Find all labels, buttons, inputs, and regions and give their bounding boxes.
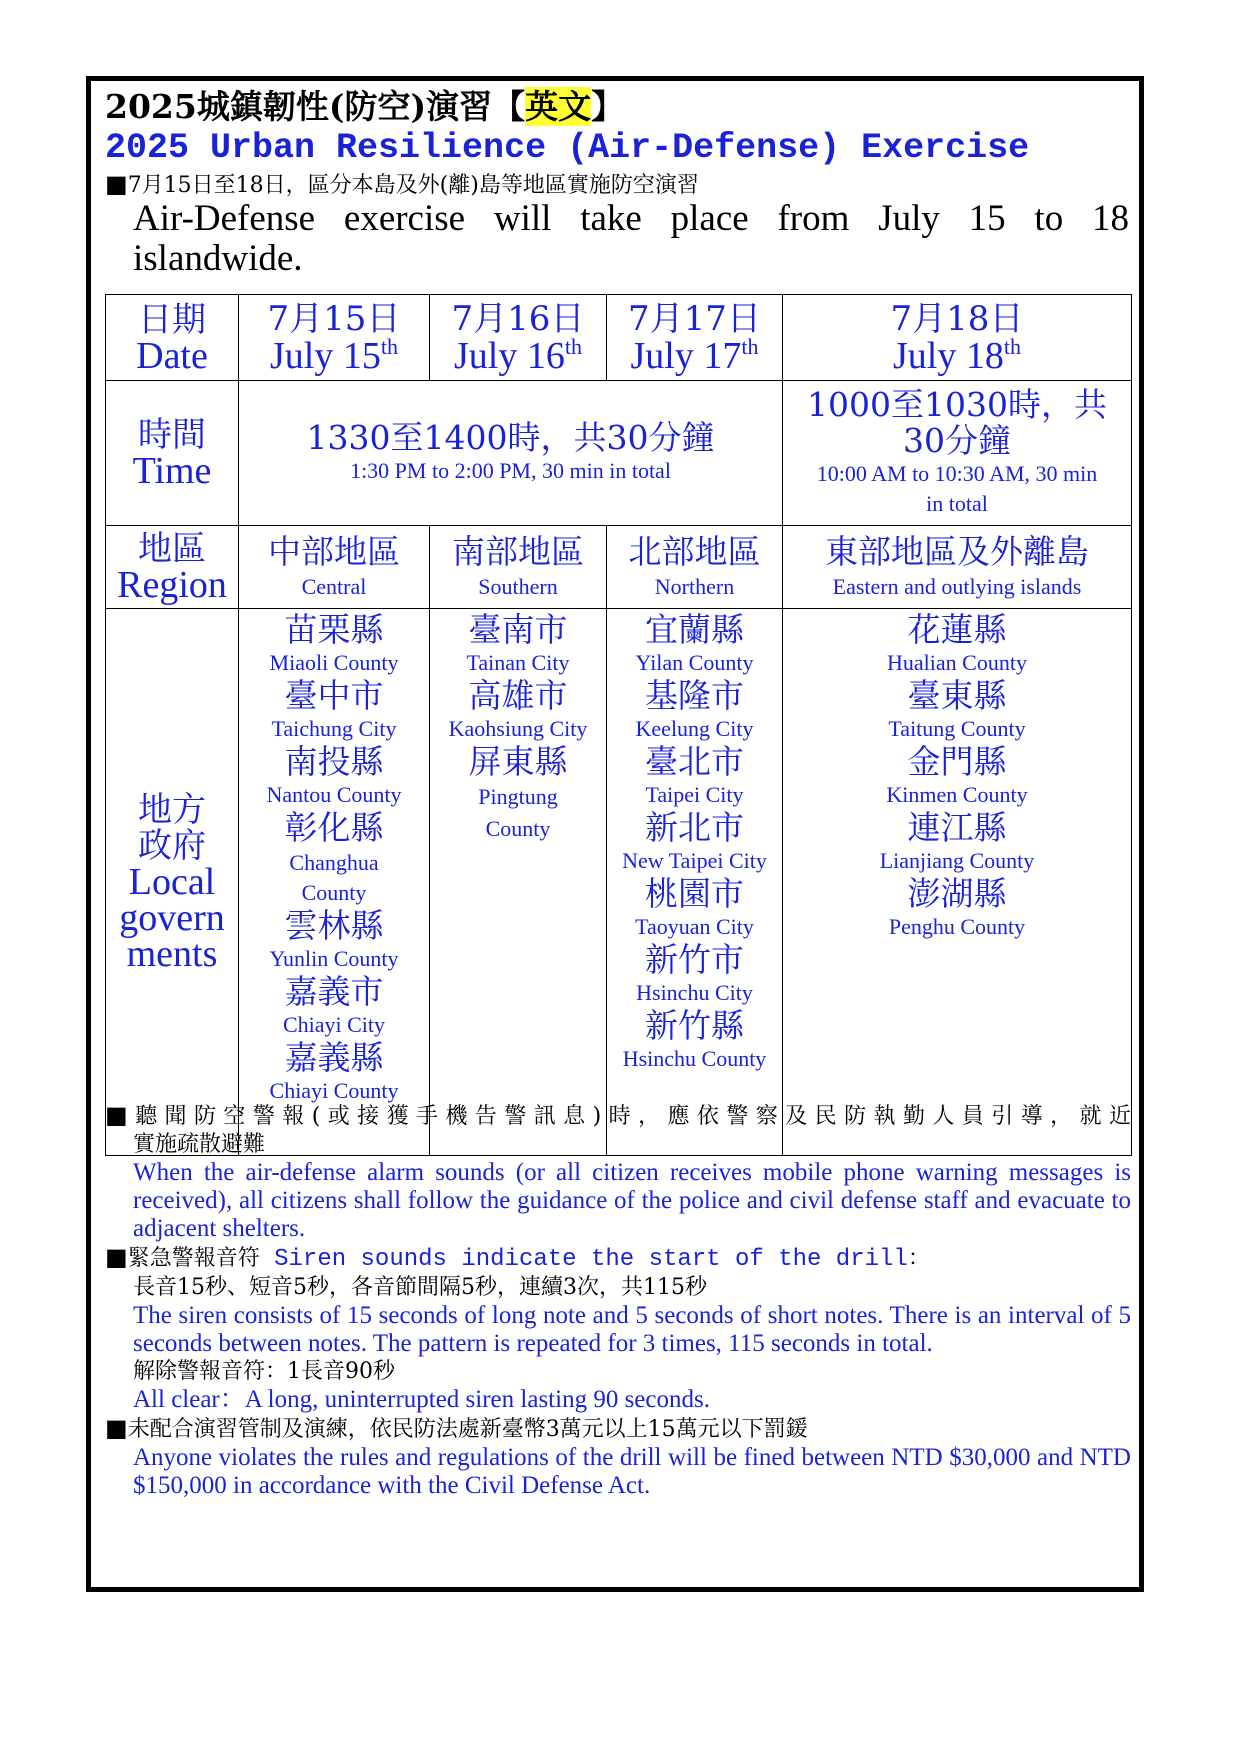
region-row <box>106 526 1132 609</box>
clear-en: All clear：A long, uninterrupted siren lasting 90 seconds. <box>133 1386 710 1413</box>
central-list: 苗栗縣 Miaoli County 臺中市 Taichung City 南投縣 Nantou County 彰化縣 Changhua County 雲林縣 Yunlin County 嘉義市 Chiayi City 嘉義縣 Chiayi County <box>239 609 430 1156</box>
region-cell: 北部地區 Northern <box>607 526 783 609</box>
date-row <box>106 295 1132 381</box>
notes-section <box>105 1101 1131 1500</box>
siren-zh: 長音15秒、短音5秒，各音節間隔5秒，連續3次，共115秒 <box>133 1275 707 1300</box>
region-cell: 東部地區及外離島 Eastern and outlying islands <box>783 526 1132 609</box>
schedule-table <box>105 294 1132 1156</box>
title-zh: 2025城鎮韌性(防空)演習【英文】 <box>105 87 625 126</box>
northern-list: 宜蘭縣 Yilan County 基隆市 Keelung City 臺北市 Taipei City 新北市 New Taipei City 桃園市 Taoyuan City 新竹市 Hsinchu City 新竹縣 Hsinchu County <box>607 609 783 1156</box>
siren-heading: ■緊急警報音符 Siren sounds indicate the start of the drill： <box>105 1243 930 1273</box>
date-cell: 7月18日 July 18th <box>783 295 1132 381</box>
evac-en: When the air-defense alarm sounds (or all citizen receives mobile phone warning messages is received), all citizens shall follow the guidance of the police and civil defense staff and evacuate to adjacent shelters. <box>133 1159 1131 1242</box>
document-body <box>105 87 1131 1499</box>
evac-zh-line2: 實施疏散避難 <box>133 1132 266 1157</box>
time-cell-2: 1000至1030時，共 30分鐘 10:00 AM to 10:30 AM, 30 min in total <box>783 381 1132 526</box>
local-row <box>106 609 1132 1156</box>
time-cell-1: 1330至1400時，共30分鐘 1:30 PM to 2:00 PM, 30 min in total <box>239 381 783 526</box>
region-cell: 南部地區 Southern <box>430 526 607 609</box>
local-label: 地方 政府 Local govern ments <box>106 609 239 1156</box>
fine-zh: ■未配合演習管制及演練，依民防法處新臺幣3萬元以上15萬元以下罰鍰 <box>105 1414 808 1442</box>
time-label: 時間 Time <box>106 381 239 526</box>
date-cell: 7月15日 July 15th <box>239 295 430 381</box>
region-label: 地區 Region <box>106 526 239 609</box>
fine-en: Anyone violates the rules and regulations of the drill will be fined between NTD $30,000 and NTD $150,000 in accordance with the Civil Defense Act. <box>133 1444 1131 1499</box>
evac-zh-line1: ■聽聞防空警報(或接獲手機告警訊息)時，應依警察及民防執勤人員引導，就近 <box>105 1101 1131 1129</box>
date-cell: 7月16日 July 16th <box>430 295 607 381</box>
intro-en: Air-Defense exercise will take place from July 15 to 18 islandwide. <box>133 198 1129 279</box>
region-cell: 中部地區 Central <box>239 526 430 609</box>
time-row <box>106 381 1132 526</box>
intro-zh: ■7月15日至18日，區分本島及外(離)島等地區實施防空演習 <box>105 170 699 198</box>
eastern-list: 花蓮縣 Hualian County 臺東縣 Taitung County 金門縣 Kinmen County 連江縣 Lianjiang County 澎湖縣 Penghu County <box>783 609 1132 1156</box>
clear-zh: 解除警報音符：1長音90秒 <box>133 1359 395 1384</box>
southern-list: 臺南市 Tainan City 高雄市 Kaohsiung City 屏東縣 Pingtung County <box>430 609 607 1156</box>
title-highlight: 英文 <box>525 87 592 126</box>
page-frame <box>86 76 1144 1592</box>
title-en: 2025 Urban Resilience (Air-Defense) Exercise <box>105 128 1030 168</box>
date-label: 日期 Date <box>106 295 239 381</box>
date-cell: 7月17日 July 17th <box>607 295 783 381</box>
siren-en: The siren consists of 15 seconds of long note and 5 seconds of short notes. There is an interval of 5 seconds between notes. The pattern is repeated for 3 times, 115 seconds in total. <box>133 1302 1131 1357</box>
